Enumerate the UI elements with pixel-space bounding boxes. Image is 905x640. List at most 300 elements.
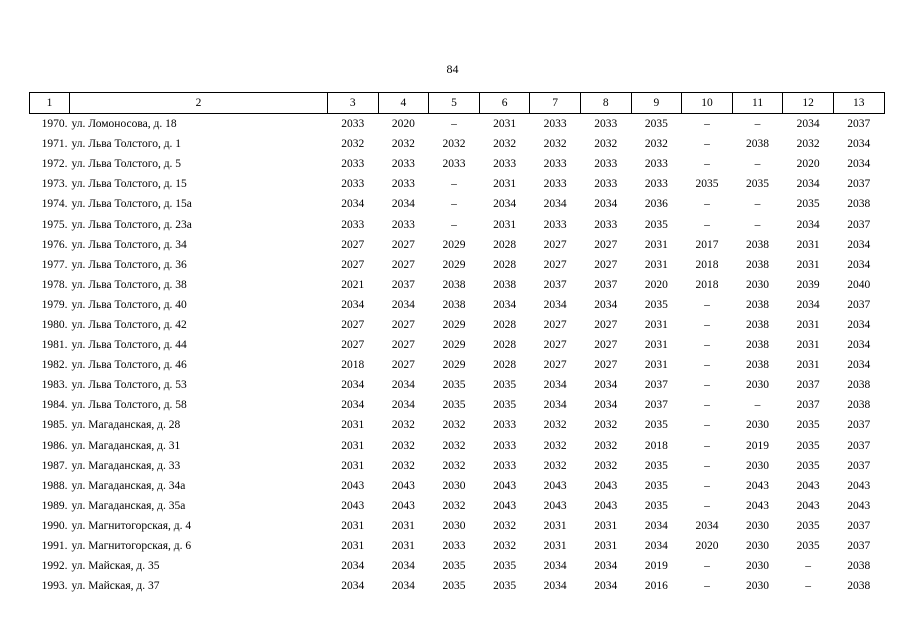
year-cell: 2035 — [796, 540, 820, 553]
year-cell: – — [451, 178, 457, 191]
year-cell: 2032 — [341, 138, 365, 151]
year-cell: 2019 — [644, 560, 668, 573]
table-header — [30, 93, 885, 114]
column-header-4: 4 — [378, 93, 429, 114]
row-number: 1993. — [41, 580, 68, 593]
table-row — [30, 295, 885, 315]
year-cell: 2031 — [341, 419, 365, 432]
year-cell: 2030 — [442, 479, 466, 492]
row-number: 1986. — [41, 439, 68, 452]
year-cell: 2033 — [391, 218, 415, 231]
year-cell: 2038 — [847, 580, 871, 593]
year-cell: 2032 — [391, 459, 415, 472]
year-cell: 2033 — [594, 178, 618, 191]
year-cell: 2033 — [493, 419, 517, 432]
year-cell: 2016 — [644, 580, 668, 593]
year-cell: 2037 — [847, 519, 871, 532]
row-number: 1990. — [41, 519, 68, 532]
year-cell: 2030 — [746, 560, 770, 573]
year-cell: 2032 — [594, 419, 618, 432]
year-cell: 2035 — [796, 439, 820, 452]
year-cell: 2030 — [746, 459, 770, 472]
address-cell: ул. Льва Толстого, д. 40 — [71, 298, 187, 311]
year-cell: 2035 — [796, 198, 820, 211]
year-cell: 2027 — [543, 339, 567, 352]
year-cell: – — [754, 399, 761, 412]
year-cell: 2028 — [493, 339, 517, 352]
year-cell: 2030 — [746, 519, 770, 532]
column-header-9: 9 — [631, 93, 682, 114]
table-row — [30, 576, 885, 596]
year-cell: 2031 — [341, 459, 365, 472]
year-cell: 2032 — [493, 519, 517, 532]
year-cell: 2033 — [493, 459, 517, 472]
year-cell: 2028 — [493, 238, 517, 251]
year-cell: 2027 — [391, 359, 415, 372]
year-cell: 2034 — [543, 198, 567, 211]
year-cell: 2029 — [442, 258, 466, 271]
year-cell: 2031 — [594, 540, 618, 553]
year-cell: – — [704, 218, 710, 231]
year-cell: 2035 — [644, 419, 668, 432]
year-cell: – — [704, 580, 710, 593]
year-cell: 2038 — [442, 298, 466, 311]
table-row — [30, 436, 885, 456]
year-cell: 2034 — [543, 580, 567, 593]
year-cell: 2035 — [796, 519, 820, 532]
year-cell: 2034 — [847, 158, 871, 171]
table-row — [30, 415, 885, 435]
year-cell: 2034 — [847, 339, 871, 352]
year-cell: – — [704, 138, 710, 151]
year-cell: 2027 — [391, 258, 415, 271]
year-cell: 2043 — [847, 499, 871, 512]
year-cell: 2035 — [746, 178, 770, 191]
year-cell: – — [704, 158, 710, 171]
year-cell: 2027 — [594, 339, 618, 352]
year-cell: 2035 — [442, 580, 466, 593]
year-cell: 2030 — [746, 540, 770, 553]
table-row — [30, 255, 885, 275]
row-number: 1982. — [41, 359, 68, 372]
year-cell: 2031 — [644, 258, 668, 271]
column-header-2: 2 — [70, 93, 328, 114]
column-header-13: 13 — [833, 93, 884, 114]
address-cell: ул. Магаданская, д. 34а — [71, 479, 186, 492]
year-cell: 2034 — [796, 218, 820, 231]
table-row — [30, 556, 885, 576]
year-cell: 2035 — [695, 178, 719, 191]
year-cell: 2043 — [493, 479, 517, 492]
year-cell: 2032 — [493, 540, 517, 553]
year-cell: 2018 — [695, 258, 719, 271]
table-row — [30, 194, 885, 214]
year-cell: 2031 — [341, 540, 365, 553]
table-row — [30, 476, 885, 496]
year-cell: 2028 — [493, 359, 517, 372]
year-cell: 2033 — [442, 158, 466, 171]
year-cell: 2037 — [847, 178, 871, 191]
table-row — [30, 154, 885, 174]
year-cell: 2029 — [442, 359, 466, 372]
year-cell: 2033 — [594, 118, 618, 131]
year-cell: 2043 — [594, 479, 618, 492]
year-cell: 2034 — [543, 399, 567, 412]
address-cell: ул. Льва Толстого, д. 1 — [71, 138, 182, 151]
year-cell: 2031 — [341, 519, 365, 532]
year-cell: – — [704, 439, 710, 452]
year-cell: 2037 — [847, 118, 871, 131]
year-cell: 2038 — [847, 399, 871, 412]
year-cell: 2031 — [644, 339, 668, 352]
table-row — [30, 134, 885, 154]
address-cell: ул. Магаданская, д. 28 — [71, 419, 181, 432]
year-cell: 2033 — [543, 218, 567, 231]
year-cell: 2031 — [796, 318, 820, 331]
row-number: 1970. — [41, 118, 68, 131]
year-cell: 2043 — [341, 499, 365, 512]
year-cell: 2034 — [391, 298, 415, 311]
year-cell: 2033 — [543, 178, 567, 191]
year-cell: 2031 — [796, 238, 820, 251]
year-cell: 2034 — [391, 580, 415, 593]
table-row — [30, 174, 885, 194]
year-cell: 2037 — [644, 379, 668, 392]
year-cell: – — [704, 359, 710, 372]
year-cell: 2032 — [543, 419, 567, 432]
year-cell: 2031 — [493, 118, 517, 131]
year-cell: 2033 — [594, 218, 618, 231]
year-cell: 2031 — [644, 238, 668, 251]
year-cell: 2034 — [391, 198, 415, 211]
year-cell: 2034 — [847, 318, 871, 331]
column-header-1: 1 — [30, 93, 70, 114]
year-cell: 2034 — [847, 238, 871, 251]
year-cell: 2034 — [391, 399, 415, 412]
year-cell: 2027 — [543, 238, 567, 251]
year-cell: – — [451, 218, 457, 231]
year-cell: 2034 — [341, 198, 365, 211]
year-cell: – — [754, 118, 761, 131]
year-cell: – — [704, 459, 710, 472]
year-cell: 2020 — [695, 540, 719, 553]
year-cell: 2035 — [493, 399, 517, 412]
year-cell: 2035 — [442, 560, 466, 573]
year-cell: 2027 — [391, 238, 415, 251]
year-cell: 2031 — [796, 339, 820, 352]
year-cell: 2031 — [493, 218, 517, 231]
year-cell: 2043 — [391, 499, 415, 512]
row-number: 1988. — [41, 479, 68, 492]
year-cell: 2037 — [847, 298, 871, 311]
address-cell: ул. Льва Толстого, д. 5 — [71, 158, 182, 171]
year-cell: 2031 — [644, 359, 668, 372]
address-cell: ул. Льва Толстого, д. 15а — [71, 198, 192, 211]
year-cell: 2034 — [391, 379, 415, 392]
year-cell: 2034 — [644, 540, 668, 553]
year-cell: – — [451, 198, 457, 211]
year-cell: 2027 — [341, 258, 365, 271]
year-cell: 2035 — [442, 379, 466, 392]
year-cell: 2033 — [341, 118, 365, 131]
table-row — [30, 214, 885, 234]
year-cell: 2034 — [543, 379, 567, 392]
table-row — [30, 375, 885, 395]
year-cell: 2032 — [644, 138, 668, 151]
year-cell: 2034 — [594, 298, 618, 311]
year-cell: 2032 — [391, 419, 415, 432]
year-cell: 2038 — [746, 238, 770, 251]
year-cell: 2043 — [796, 499, 820, 512]
year-cell: 2040 — [847, 278, 871, 291]
year-cell: 2037 — [796, 399, 820, 412]
year-cell: 2035 — [442, 399, 466, 412]
address-cell: ул. Магаданская, д. 35а — [71, 499, 186, 512]
year-cell: – — [805, 580, 812, 593]
row-number: 1991. — [41, 540, 68, 553]
year-cell: 2034 — [796, 178, 820, 191]
year-cell: 2032 — [442, 138, 466, 151]
address-cell: ул. Ломоносова, д. 18 — [71, 118, 177, 131]
row-number: 1983. — [41, 379, 68, 392]
address-cell: ул. Льва Толстого, д. 46 — [71, 359, 187, 372]
table-row — [30, 516, 885, 536]
year-cell: 2038 — [493, 278, 517, 291]
year-cell: 2034 — [341, 379, 365, 392]
year-cell: 2027 — [341, 339, 365, 352]
year-cell: 2043 — [796, 479, 820, 492]
year-cell: 2034 — [493, 298, 517, 311]
year-cell: 2031 — [796, 258, 820, 271]
table-row — [30, 114, 885, 135]
year-cell: 2031 — [493, 178, 517, 191]
row-number: 1971. — [41, 138, 68, 151]
year-cell: 2027 — [543, 318, 567, 331]
year-cell: 2027 — [594, 238, 618, 251]
year-cell: 2038 — [746, 359, 770, 372]
year-cell: 2038 — [847, 379, 871, 392]
year-cell: 2019 — [746, 439, 770, 452]
row-number: 1992. — [41, 560, 68, 573]
row-number: 1973. — [41, 178, 68, 191]
year-cell: – — [704, 198, 710, 211]
year-cell: 2037 — [644, 399, 668, 412]
year-cell: 2027 — [391, 339, 415, 352]
year-cell: 2033 — [391, 158, 415, 171]
year-cell: 2033 — [341, 218, 365, 231]
year-cell: 2034 — [796, 298, 820, 311]
year-cell: 2035 — [644, 298, 668, 311]
year-cell: 2037 — [796, 379, 820, 392]
year-cell: 2030 — [746, 379, 770, 392]
year-cell: 2032 — [442, 499, 466, 512]
address-cell: ул. Магаданская, д. 33 — [71, 459, 181, 472]
year-cell: 2031 — [594, 519, 618, 532]
table-row — [30, 496, 885, 516]
year-cell: 2038 — [746, 318, 770, 331]
column-header-10: 10 — [682, 93, 733, 114]
year-cell: 2032 — [543, 138, 567, 151]
row-number: 1977. — [41, 258, 68, 271]
year-cell: 2034 — [847, 258, 871, 271]
year-cell: 2034 — [341, 399, 365, 412]
column-header-5: 5 — [429, 93, 480, 114]
year-cell: 2033 — [391, 178, 415, 191]
year-cell: 2032 — [594, 439, 618, 452]
column-header-7: 7 — [530, 93, 581, 114]
year-cell: 2032 — [442, 419, 466, 432]
year-cell: 2030 — [746, 580, 770, 593]
year-cell: 2038 — [847, 198, 871, 211]
table-row — [30, 536, 885, 556]
year-cell: 2043 — [746, 499, 770, 512]
year-cell: 2020 — [644, 278, 668, 291]
year-cell: 2033 — [644, 178, 668, 191]
year-cell: 2029 — [442, 238, 466, 251]
year-cell: 2028 — [493, 318, 517, 331]
year-cell: 2029 — [442, 339, 466, 352]
row-number: 1987. — [41, 459, 68, 472]
address-cell: ул. Льва Толстого, д. 36 — [71, 258, 187, 271]
year-cell: 2032 — [796, 138, 820, 151]
year-cell: 2028 — [493, 258, 517, 271]
year-cell: – — [805, 560, 812, 573]
table-row — [30, 355, 885, 375]
year-cell: 2037 — [847, 419, 871, 432]
year-cell: 2031 — [644, 318, 668, 331]
year-cell: 2034 — [644, 519, 668, 532]
year-cell: – — [704, 318, 710, 331]
year-cell: 2031 — [341, 439, 365, 452]
row-number: 1975. — [41, 218, 68, 231]
year-cell: 2027 — [341, 238, 365, 251]
year-cell: 2030 — [442, 519, 466, 532]
year-cell: 2043 — [391, 479, 415, 492]
year-cell: – — [704, 479, 710, 492]
year-cell: 2043 — [847, 479, 871, 492]
year-cell: 2038 — [746, 298, 770, 311]
year-cell: – — [704, 419, 710, 432]
year-cell: 2035 — [493, 560, 517, 573]
table-row — [30, 315, 885, 335]
year-cell: 2037 — [847, 218, 871, 231]
year-cell: 2034 — [594, 399, 618, 412]
header-row — [30, 93, 885, 114]
year-cell: 2035 — [644, 479, 668, 492]
year-cell: 2038 — [442, 278, 466, 291]
year-cell: 2032 — [391, 439, 415, 452]
year-cell: 2037 — [847, 439, 871, 452]
year-cell: 2033 — [543, 158, 567, 171]
year-cell: 2037 — [543, 278, 567, 291]
year-cell: 2034 — [341, 560, 365, 573]
year-cell: 2034 — [543, 560, 567, 573]
year-cell: 2034 — [543, 298, 567, 311]
year-cell: – — [704, 118, 710, 131]
year-cell: 2032 — [594, 459, 618, 472]
table-body — [30, 114, 885, 597]
year-cell: 2027 — [594, 359, 618, 372]
table-row — [30, 456, 885, 476]
year-cell: 2034 — [594, 379, 618, 392]
year-cell: 2031 — [543, 519, 567, 532]
year-cell: 2032 — [543, 459, 567, 472]
address-cell: ул. Майская, д. 37 — [71, 580, 160, 593]
year-cell: 2027 — [594, 318, 618, 331]
row-number: 1979. — [41, 298, 68, 311]
year-cell: 2037 — [847, 459, 871, 472]
year-cell: 2032 — [391, 138, 415, 151]
row-number: 1981. — [41, 339, 68, 352]
address-cell: ул. Магаданская, д. 31 — [71, 439, 181, 452]
table-row — [30, 275, 885, 295]
row-number: 1972. — [41, 158, 68, 171]
year-cell: 2027 — [341, 318, 365, 331]
year-cell: 2035 — [644, 118, 668, 131]
year-cell: 2034 — [594, 198, 618, 211]
year-cell: 2031 — [796, 359, 820, 372]
year-cell: 2017 — [695, 238, 719, 251]
year-cell: 2034 — [341, 580, 365, 593]
column-header-6: 6 — [479, 93, 530, 114]
row-number: 1976. — [41, 238, 68, 251]
year-cell: 2043 — [341, 479, 365, 492]
year-cell: 2043 — [594, 499, 618, 512]
year-cell: 2018 — [341, 359, 365, 372]
schedule-table — [29, 92, 885, 596]
year-cell: 2035 — [493, 379, 517, 392]
year-cell: 2030 — [746, 278, 770, 291]
year-cell: 2035 — [644, 218, 668, 231]
year-cell: 2018 — [644, 439, 668, 452]
row-number: 1978. — [41, 278, 68, 291]
year-cell: 2033 — [543, 118, 567, 131]
year-cell: 2034 — [493, 198, 517, 211]
row-number: 1980. — [41, 318, 68, 331]
year-cell: 2021 — [341, 278, 365, 291]
year-cell: 2043 — [746, 479, 770, 492]
year-cell: – — [704, 379, 710, 392]
column-header-12: 12 — [783, 93, 834, 114]
year-cell: 2031 — [543, 540, 567, 553]
year-cell: 2034 — [594, 560, 618, 573]
year-cell: – — [754, 218, 761, 231]
column-header-8: 8 — [580, 93, 631, 114]
address-cell: ул. Льва Толстого, д. 44 — [71, 339, 187, 352]
table-row — [30, 395, 885, 415]
year-cell: 2034 — [695, 519, 719, 532]
year-cell: 2033 — [594, 158, 618, 171]
year-cell: 2032 — [442, 439, 466, 452]
year-cell: 2039 — [796, 278, 820, 291]
year-cell: – — [704, 560, 710, 573]
year-cell: – — [754, 198, 761, 211]
year-cell: 2038 — [746, 138, 770, 151]
address-cell: ул. Льва Толстого, д. 53 — [71, 379, 187, 392]
year-cell: – — [754, 158, 761, 171]
year-cell: 2036 — [644, 198, 668, 211]
year-cell: 2043 — [543, 499, 567, 512]
row-number: 1984. — [41, 399, 68, 412]
year-cell: 2027 — [543, 359, 567, 372]
year-cell: 2033 — [644, 158, 668, 171]
year-cell: 2035 — [796, 459, 820, 472]
column-header-11: 11 — [732, 93, 783, 114]
year-cell: 2034 — [847, 359, 871, 372]
year-cell: 2038 — [847, 560, 871, 573]
year-cell: 2034 — [341, 298, 365, 311]
address-cell: ул. Льва Толстого, д. 23а — [71, 218, 192, 231]
